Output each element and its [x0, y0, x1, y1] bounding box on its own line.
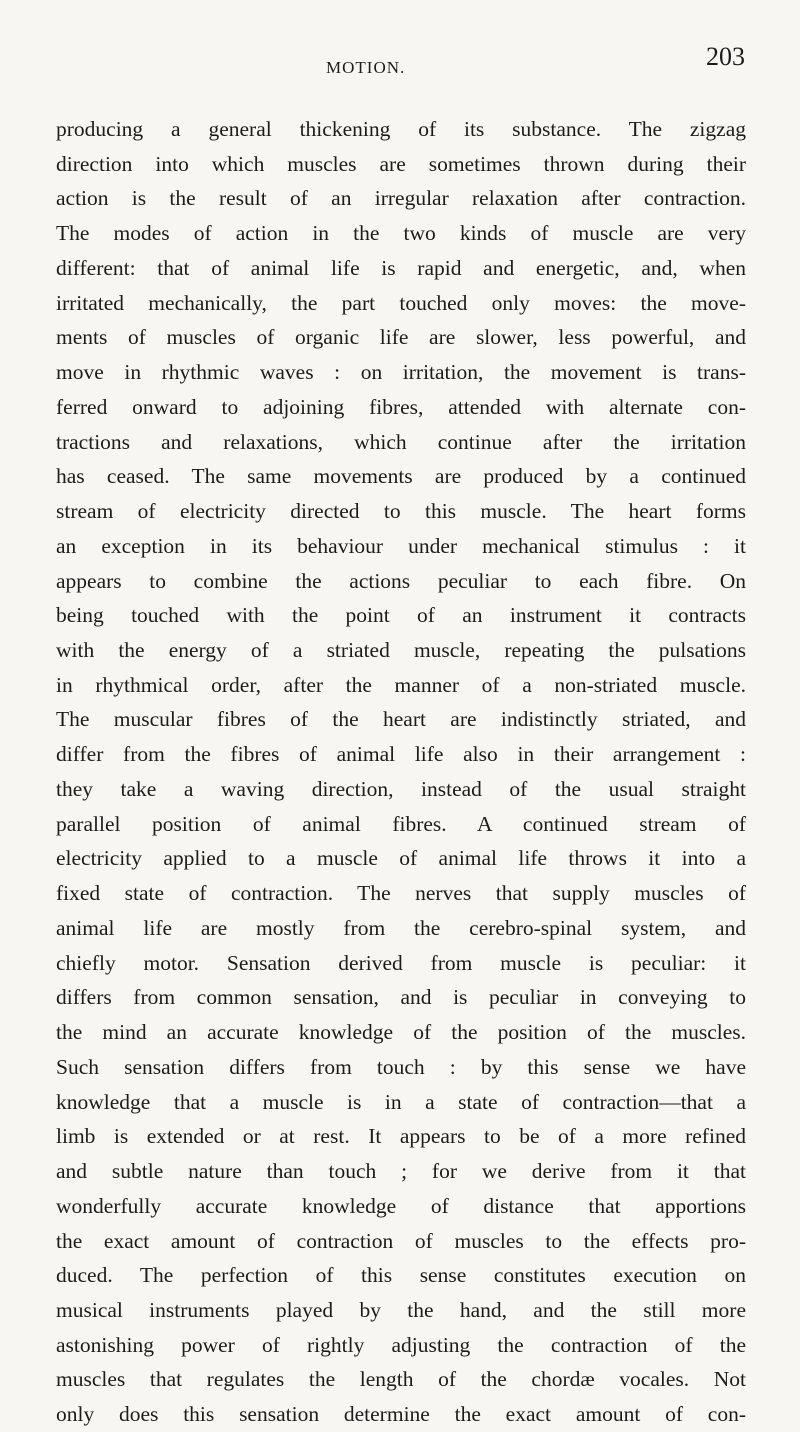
- text-line: in rhythmical order, after the manner of a non-striated muscle.: [56, 672, 746, 697]
- text-line: limb is extended or at rest. It appears to be of a more refined: [56, 1124, 746, 1149]
- text-line: an exception in its behaviour under mechanical stimulus : it: [56, 533, 746, 558]
- text-line: direction into which muscles are sometimes thrown during their: [56, 151, 746, 176]
- text-line: they take a waving direction, instead of the usual straight: [56, 776, 746, 801]
- text-line: astonishing power of rightly adjusting the contraction of the: [56, 1332, 746, 1357]
- text-line: different: that of animal life is rapid and energetic, and, when: [56, 255, 746, 280]
- text-line: animal life are mostly from the cerebro-spinal system, and: [56, 915, 746, 940]
- text-line: electricity applied to a muscle of animal life throws it into a: [56, 846, 746, 871]
- text-line: The muscular fibres of the heart are indistinctly striated, and: [56, 707, 746, 732]
- body-text: [56, 112, 746, 1432]
- text-line: only does this sensation determine the exact amount of con-: [56, 1402, 746, 1427]
- text-line: irritated mechanically, the part touched only moves: the move-: [56, 290, 746, 315]
- text-line: has ceased. The same movements are produced by a continued: [56, 464, 746, 489]
- text-line: differ from the fibres of animal life also in their arrangement :: [56, 742, 746, 767]
- text-line: action is the result of an irregular relaxation after contraction.: [56, 186, 746, 211]
- text-line: knowledge that a muscle is in a state of contraction—that a: [56, 1089, 746, 1114]
- text-line: being touched with the point of an instrument it contracts: [56, 603, 746, 628]
- text-line: ferred onward to adjoining fibres, attended with alternate con-: [56, 394, 746, 419]
- text-line: differs from common sensation, and is peculiar in conveying to: [56, 985, 746, 1010]
- text-line: musical instruments played by the hand, and the still more: [56, 1297, 746, 1322]
- text-line: chiefly motor. Sensation derived from muscle is peculiar: it: [56, 950, 746, 975]
- text-line: with the energy of a striated muscle, repeating the pulsations: [56, 638, 746, 663]
- page-number: 203: [706, 42, 745, 71]
- text-line: the exact amount of contraction of muscles to the effects pro-: [56, 1228, 746, 1253]
- text-line: and subtle nature than touch ; for we derive from it that: [56, 1159, 746, 1184]
- text-line: producing a general thickening of its substance. The zigzag: [56, 117, 746, 141]
- text-line: tractions and relaxations, which continue after the irritation: [56, 429, 746, 454]
- text-line: fixed state of contraction. The nerves that supply muscles of: [56, 881, 746, 906]
- running-head: MOTION.: [326, 58, 406, 77]
- text-line: the mind an accurate knowledge of the position of the muscles.: [56, 1020, 746, 1045]
- text-line: stream of electricity directed to this muscle. The heart forms: [56, 499, 746, 524]
- text-line: ments of muscles of organic life are slower, less powerful, and: [56, 325, 746, 350]
- text-line: The modes of action in the two kinds of muscle are very: [56, 221, 746, 246]
- text-line: duced. The perfection of this sense constitutes execution on: [56, 1263, 746, 1288]
- text-line: appears to combine the actions peculiar to each fibre. On: [56, 568, 746, 593]
- text-line: move in rhythmic waves : on irritation, the movement is trans-: [56, 360, 746, 385]
- text-line: parallel position of animal fibres. A continued stream of: [56, 811, 746, 836]
- text-line: wonderfully accurate knowledge of distance that apportions: [56, 1193, 746, 1218]
- text-line: muscles that regulates the length of the chordæ vocales. Not: [56, 1367, 746, 1392]
- text-line: Such sensation differs from touch : by this sense we have: [56, 1054, 746, 1079]
